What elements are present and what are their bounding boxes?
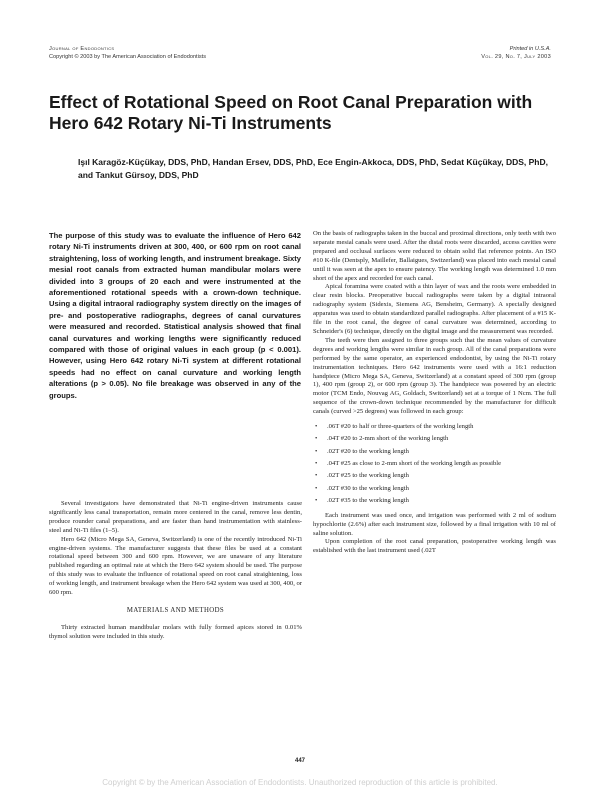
running-header-left — [49, 46, 206, 61]
list-item: • .02T #35 to the working length — [315, 496, 409, 504]
intro-paragraph-2: Hero 642 (Micro Mega SA, Geneva, Switzerland) is one of the recently introduced Ni-Ti engine-driven systems. The manufacturer suggests that these files be used at a constant rotational speed between 300 and 600 rpm. However, we are unaware of any literature published regarding an optimal rate at which the Hero 642 system should be used. The purpose of this study was to evaluate the influence of rotational speed on root canal straightening, loss of working length, and instrument breakage when the Hero 642 system was used at 300, 400, or 600 rpm. — [49, 535, 302, 597]
bullet-icon: • — [315, 484, 318, 492]
copyright-watermark: Copyright © by the American Association of Endodontists. Unauthorized reproduction of this article is prohibited. — [102, 778, 498, 787]
bullet-icon: • — [315, 435, 318, 443]
copyright-line: Copyright © 2003 by The American Association of Endodontists — [49, 53, 207, 60]
article-title: Effect of Rotational Speed on Root Canal Preparation with Hero 642 Rotary Ni-Ti Instruments — [49, 92, 533, 133]
page-number: 447 — [294, 758, 305, 764]
list-item: • .04T #25 as close to 2-mm short of the working length as possible — [315, 459, 502, 467]
journal-name: Journal of Endodontics — [49, 46, 115, 52]
methods-paragraph-2: On the basis of radiographs taken in the buccal and proximal directions, only teeth with two separate mesial canals were used. After the distal roots were discarded, access cavities were prepared and occlusal surfaces were reduced to obtain solid flat reference points. An ISO #10 K-file (Dentsply, Maillefer, Ballaigues, Switzerland) was placed into each mesial canal until it was seen at the apex to ensure patency. The working length was determined 1.0 mm short of the apex and recorded for each canal. — [313, 230, 556, 282]
list-item: • .04T #20 to 2-mm short of the working length — [315, 435, 449, 443]
list-item: • .06T #20 to half or three-quarters of the working length — [315, 423, 474, 431]
methods-paragraph-6: Upon completion of the root canal preparation, postoperative working length was established with the last instrument used (.02T — [313, 538, 556, 555]
list-item: • .02T #25 to the working length — [315, 472, 409, 480]
list-item: • .02T #30 to the working length — [315, 484, 409, 492]
author-list: Işıl Karagöz-Küçükay, DDS, PhD, Handan Ersev, DDS, PhD, Ece Engin-Akkoca, DDS, PhD, Sedat Küçükay, DDS, PhD, and Tankut Gürsoy, DDS, PhD — [78, 157, 548, 180]
body-left-column — [49, 500, 302, 642]
methods-paragraph-3: Apical foramina were coated with a thin layer of wax and the roots were embedded in clear resin blocks. Preoperative buccal radiographs were taken by a digital intraoral radiography system (Sidexis, Siemens AG, Bensheim, Germany). A specially designed apparatus was used to obtain standardized parallel radiographs. After placement of a #15 K-file in the root canal, the degree of canal curvature was determined, according to Schneider's (6) technique, directly on the digital image and the measurement was recorded. — [313, 283, 556, 335]
running-header-right — [481, 46, 551, 61]
methods-paragraph-4: The teeth were then assigned to three groups such that the mean values of curvature degrees and working lengths were similar in each group. All of the canal preparations were performed by the same operator, an experienced endodontist, by using the Ni-Ti rotary instrumentation techniques. Hero 642 instruments were used with a 16:1 reduction handpiece (Micro Mega SA, Geneva, Switzerland) at a constant speed of 300 rpm (group 1), 400 rpm (group 2), or 600 rpm (group 3). The handpiece was powered by an electric motor (TCM Endo, Nouvag AG, Goldach, Switzerland) set at a torque of 1 Ncm. The full sequence of the crown-down technique recommended by the manufacturer for difficult canals (curved >25 degrees) was followed in each group: — [313, 336, 556, 416]
bullet-icon: • — [315, 447, 318, 455]
methods-paragraph-1: Thirty extracted human mandibular molars with fully formed apices stored in 0.01% thymol solution were included in this study. — [49, 623, 302, 640]
bullet-icon: • — [315, 472, 318, 480]
methods-paragraph-5: Each instrument was used once, and irrigation was performed with 2 ml of sodium hypochlorite (2.6%) after each instrument size, followed by a final irrigation with 10 ml of saline solution. — [313, 511, 556, 537]
abstract: The purpose of this study was to evaluate the influence of Hero 642 rotary Ni-Ti instruments driven at 300, 400, or 600 rpm on root canal straightening, loss of working length, and instrument breakage. Sixty mesial root canals from extracted human mandibular molars were divided into 3 groups of 20 each and were instrumented at the aforementioned rotational speeds with a crown-down technique. Using a digital intraoral radiography system directly on the images of pre- and postoperative radiographs, degrees of canal curvatures were measured and recorded. Statistical analysis showed that final canal curvatures and working lengths were significantly reduced compared with those of original values in each group (p < 0.001). However, using Hero 642 rotary Ni-Ti system at different rotational speeds had no effect on canal curvature and working length alterations (p > 0.05). No file breakage was observed in any of the groups. — [49, 231, 301, 400]
bullet-icon: • — [315, 459, 318, 467]
bullet-icon: • — [315, 423, 318, 431]
bullet-icon: • — [315, 496, 318, 504]
list-item: • .02T #20 to the working length — [315, 447, 409, 455]
printed-line: Printed in U.S.A. — [509, 46, 551, 52]
volume-line: Vol. 29, No. 7, July 2003 — [481, 53, 551, 60]
body-right-column — [313, 230, 556, 556]
section-heading-materials-methods: MATERIALS AND METHODS — [126, 606, 225, 614]
intro-paragraph-1: Several investigators have demonstrated that Ni-Ti engine-driven instruments cause significantly less canal transportation, remain more centered in the canal, remove less dentin, produce rounder canal preparations, and are faster than hand instrumentation with stainless-steel and Ni-Ti files (1–5). — [49, 500, 302, 534]
instrument-sequence-list — [313, 423, 556, 506]
